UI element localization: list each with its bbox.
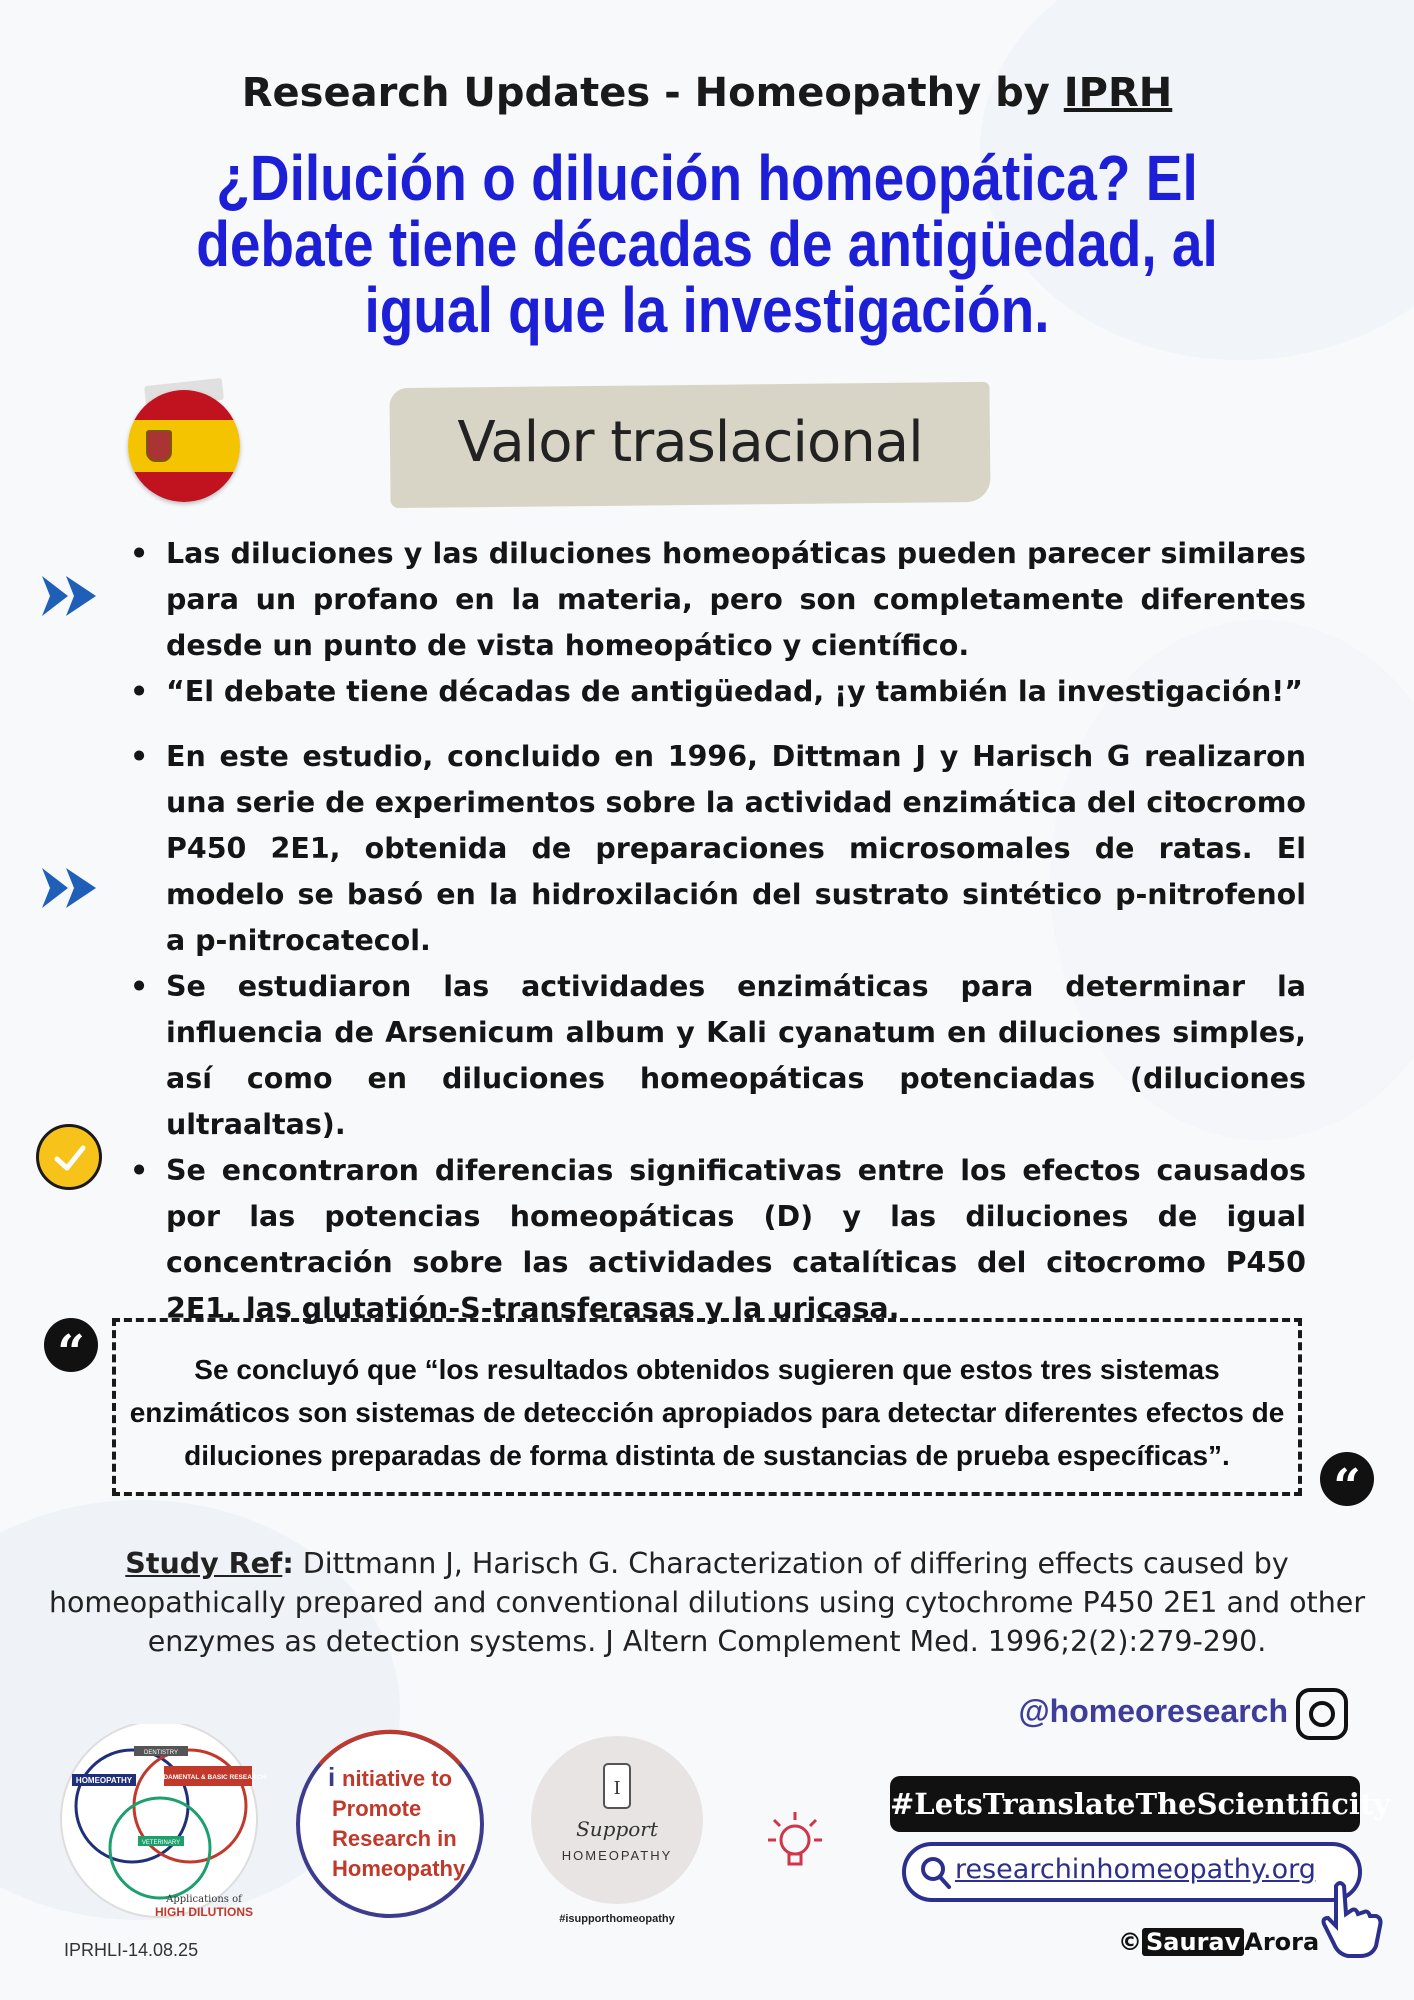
document-code: IPRHLI-14.08.25 — [64, 1940, 199, 1960]
instagram-icon[interactable] — [1296, 1688, 1348, 1740]
initiative-line-1: nitiative to — [342, 1766, 453, 1791]
conclusion-quote: Se concluyó que “los resultados obtenidos sugieren que estos tres sistemas enzimáticos son sistemas de detección apropiados para detectar diferentes efectos de diluciones preparadas de forma distinta de sustancias de prueba específicas”. — [129, 1354, 1285, 1471]
venn-logo — [54, 1724, 266, 1930]
checkmark-icon — [36, 1124, 102, 1190]
website-link[interactable]: researchinhomeopathy.org — [955, 1854, 1316, 1885]
list-item: • Se encontraron diferencias significativas entre los efectos causados por las potencias homeopáticas (D) y las diluciones de igual concentración sobre las actividades catalíticas del citocromo P450 2E1, las glutatión-S-transferasas y la uricasa. — [130, 1148, 1306, 1332]
hashtag-badge: #LetsTranslateTheScientificity — [890, 1776, 1360, 1832]
list-item: • “El debate tiene décadas de antigüedad, ¡y también la investigación!” — [130, 669, 1306, 715]
list-item: • Las diluciones y las diluciones homeopáticas pueden parecer similares para un profano en la materia, pero son completamente diferentes desde un punto de vista homeopático y científico. — [130, 531, 1306, 669]
initiative-line-4: Homeopathy — [332, 1856, 466, 1881]
pointer-hand-icon — [1316, 1876, 1390, 1960]
bullet-list-study — [130, 734, 1306, 1332]
signature-last: Arora — [1244, 1928, 1320, 1956]
study-ref-label: Study Ref — [125, 1547, 283, 1580]
study-reference — [30, 1544, 1384, 1661]
social-handle[interactable]: @homeoresearch — [1018, 1693, 1288, 1729]
venn-label-c: VETERINARY — [141, 1840, 181, 1846]
section-banner-title: Valor traslacional — [457, 410, 923, 475]
copyright-signature — [1118, 1928, 1319, 1956]
support-line-1: I — [613, 1778, 621, 1799]
double-arrow-icon — [40, 864, 100, 912]
list-item: • Se estudiaron las actividades enzimáticas para determinar la influencia de Arsenicum album y Kali cyanatum en diluciones simples, así como en diluciones homeopáticas potenciadas (diluciones ultraaltas). — [130, 964, 1306, 1148]
signature-first: Saurav — [1142, 1928, 1244, 1956]
venn-caption-1: Applications of — [166, 1894, 242, 1905]
header-brand: IPRH — [1063, 70, 1173, 116]
lightbulb-icon — [760, 1808, 830, 1880]
initiative-logo — [290, 1724, 490, 1930]
venn-label-top: DENTISTRY — [144, 1750, 178, 1756]
list-item: • En este estudio, concluido en 1996, Dittman J y Harisch G realizaron una serie de experimentos sobre la actividad enzimática del citocromo P450 2E1, obtenida de preparaciones microsomales de ratas. El modelo se basó en la hidroxilación del sustrato sintético p-nitrofenol a p-nitrocatecol. — [130, 734, 1306, 964]
crest-icon — [146, 430, 172, 462]
quote-close-icon: “ — [1320, 1452, 1374, 1506]
study-ref-separator: : — [282, 1547, 294, 1580]
spain-flag-icon — [128, 390, 240, 502]
header-prefix: Research Updates - Homeopathy by — [241, 70, 1064, 116]
support-homeopathy-logo — [522, 1728, 712, 1928]
bullet-list-intro — [130, 531, 1306, 715]
support-tag: #isupporthomeopathy — [559, 1913, 675, 1925]
copyright-symbol: © — [1118, 1928, 1142, 1956]
support-line-2: Support — [576, 1817, 658, 1841]
initiative-line-3: Research in — [332, 1826, 457, 1851]
venn-label-b: FUNDAMENTAL & BASIC RESEARCH — [149, 1774, 266, 1781]
study-ref-text: Dittmann J, Harisch G. Characterization of differing effects caused by homeopathically prepared and conventional dilutions using cytochrome P450 2E1 and other enzymes as detection systems. J Altern Complement Med. 1996;2(2):279-290. — [48, 1547, 1366, 1658]
venn-label-a: HOMEOPATHY — [75, 1776, 133, 1785]
initiative-line-2: Promote — [332, 1796, 422, 1821]
quote-open-icon: “ — [44, 1318, 98, 1372]
double-arrow-icon — [40, 572, 100, 620]
search-icon — [920, 1856, 952, 1890]
support-line-3: HOMEOPATHY — [561, 1848, 673, 1863]
initiative-i: i — [328, 1762, 336, 1792]
venn-caption-2: HIGH DILUTIONS — [155, 1905, 253, 1919]
page-header — [0, 70, 1414, 116]
page-title: ¿Dilución o dilución homeopática? El debate tiene décadas de antigüedad, al igual que la investigación. — [196, 142, 1218, 346]
